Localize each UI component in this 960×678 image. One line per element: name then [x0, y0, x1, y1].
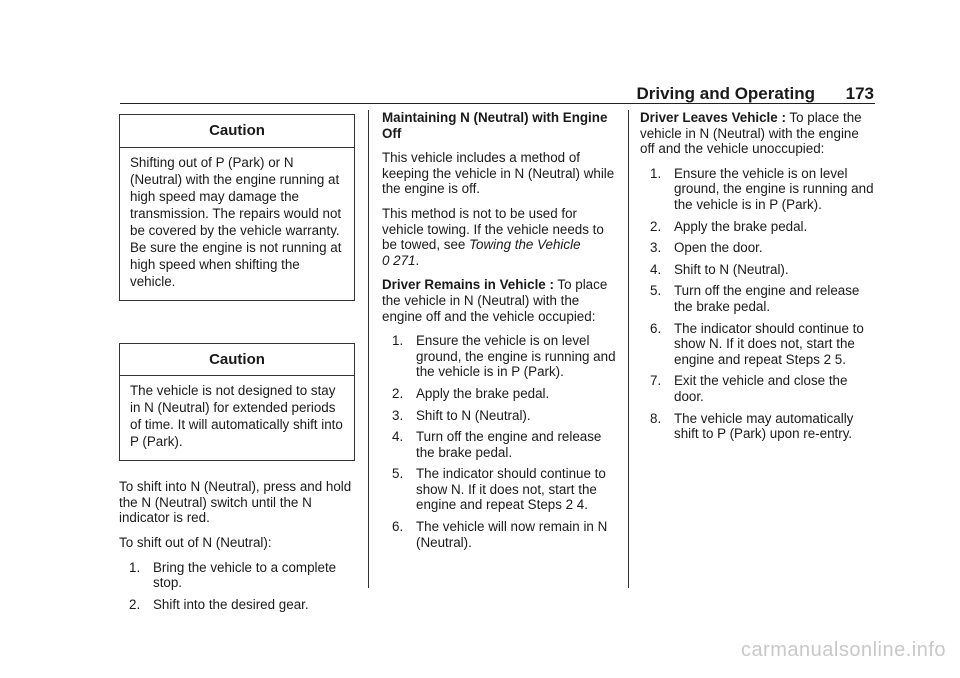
- paragraph-text: This method is not to be used for vehicle towing. If the vehicle needs to be towed, see: [382, 205, 604, 253]
- paragraph: [382, 206, 616, 268]
- step-number: 6.: [392, 519, 404, 535]
- step-number: 5.: [650, 283, 662, 299]
- step-number: 5.: [392, 466, 404, 482]
- step-text: Apply the brake pedal.: [416, 385, 550, 401]
- list-item: [640, 321, 876, 368]
- paragraph-text: To place the vehicle in N (Neutral) with the engine off and the vehicle unoccupied:: [640, 110, 862, 157]
- list-item: [119, 560, 355, 591]
- step-number: 6.: [650, 320, 662, 336]
- list-item: [640, 240, 876, 256]
- step-number: 1.: [650, 165, 662, 181]
- cross-reference-link[interactable]: Towing the Vehicle: [469, 237, 581, 253]
- caution-text: Shifting out of P (Park) or N (Neutral) with the engine running at high speed may damage the transmission. The repairs would not be covered by the vehicle warranty. Be sure the engine is not running at high speed when shifting the vehicle.: [130, 154, 342, 289]
- step-number: 1.: [129, 559, 141, 575]
- paragraph: This vehicle includes a method of keeping the vehicle in N (Neutral) while the engine is off.: [382, 150, 615, 197]
- page-reference[interactable]: 0 271: [382, 252, 416, 268]
- list-item: [382, 519, 616, 550]
- step-number: 4.: [650, 261, 662, 277]
- step-text: Ensure the vehicle is on level ground, the engine is running and the vehicle is in P (Park).: [416, 333, 616, 380]
- page-number: 173: [845, 84, 874, 103]
- step-text: Bring the vehicle to a complete stop.: [153, 559, 337, 591]
- step-text: Ensure the vehicle is on level ground, the engine is running and the vehicle is in P (Park).: [674, 165, 874, 212]
- step-number: 2.: [129, 596, 141, 612]
- column-1: [119, 110, 355, 618]
- step-list: [640, 166, 876, 442]
- paragraph: To shift out of N (Neutral):: [119, 534, 272, 550]
- step-text: Turn off the engine and release the brake pedal.: [416, 429, 602, 460]
- column-divider: [368, 110, 369, 588]
- list-item: [382, 386, 616, 402]
- column-divider: [628, 110, 629, 588]
- step-number: 7.: [650, 373, 662, 389]
- list-item: [382, 408, 616, 424]
- step-text: Turn off the engine and release the brake pedal.: [674, 283, 860, 314]
- step-text: Exit the vehicle and close the door.: [674, 373, 848, 404]
- column-3: [640, 110, 876, 448]
- subheading-label: Driver Remains in Vehicle :: [382, 277, 554, 293]
- step-text: The indicator should continue to show N. If it does not, start the engine and repeat Steps 2 4.: [416, 466, 606, 513]
- step-number: 2.: [650, 218, 662, 234]
- step-text: Shift into the desired gear.: [153, 596, 309, 612]
- step-text: Shift to N (Neutral).: [416, 407, 531, 423]
- step-number: 1.: [392, 333, 404, 349]
- paragraph: To shift into N (Neutral), press and hold the N (Neutral) switch until the N indicator is red.: [119, 479, 352, 526]
- step-number: 3.: [650, 240, 662, 256]
- step-text: The indicator should continue to show N. If it does not, start the engine and repeat Steps 2 5.: [674, 320, 864, 367]
- header-rule: [120, 103, 875, 104]
- caution-text: The vehicle is not designed to stay in N (Neutral) for extended periods of time. It will automatically shift into P (Park).: [130, 383, 343, 450]
- step-number: 8.: [650, 410, 662, 426]
- step-text: The vehicle may automatically shift to P (Park) upon re-entry.: [674, 410, 854, 442]
- step-number: 2.: [392, 385, 404, 401]
- section-title: Driving and Operating: [636, 84, 815, 103]
- step-text: Apply the brake pedal.: [674, 218, 808, 234]
- paragraph-text: To place the vehicle in N (Neutral) with the engine off and the vehicle occupied:: [382, 277, 608, 324]
- list-item: [382, 466, 616, 513]
- step-list: [382, 333, 616, 550]
- step-text: Open the door.: [674, 240, 763, 256]
- list-item: [640, 262, 876, 278]
- list-item: [382, 429, 616, 460]
- step-text: Shift to N (Neutral).: [674, 261, 789, 277]
- list-item: [119, 597, 355, 613]
- step-list: [119, 560, 355, 613]
- list-item: [640, 373, 876, 404]
- caution-box: [119, 114, 355, 301]
- column-2: [382, 110, 616, 556]
- list-item: [640, 219, 876, 235]
- subheading-label: Driver Leaves Vehicle :: [640, 110, 786, 125]
- list-item: [382, 333, 616, 380]
- caution-box: [119, 343, 355, 462]
- list-item: [640, 166, 876, 213]
- section-heading: Maintaining N (Neutral) with Engine Off: [382, 110, 608, 141]
- paragraph: [382, 277, 616, 324]
- caution-title: Caution: [120, 115, 354, 148]
- paragraph: [640, 110, 876, 157]
- list-item: [640, 411, 876, 442]
- step-number: 3.: [392, 407, 404, 423]
- list-item: [640, 283, 876, 314]
- page-header: [0, 84, 960, 104]
- watermark: carmanualsonline.info: [740, 639, 946, 661]
- caution-title: Caution: [120, 344, 354, 377]
- paragraph-text: .: [415, 252, 420, 268]
- step-number: 4.: [392, 429, 404, 445]
- step-text: The vehicle will now remain in N (Neutral).: [416, 519, 608, 550]
